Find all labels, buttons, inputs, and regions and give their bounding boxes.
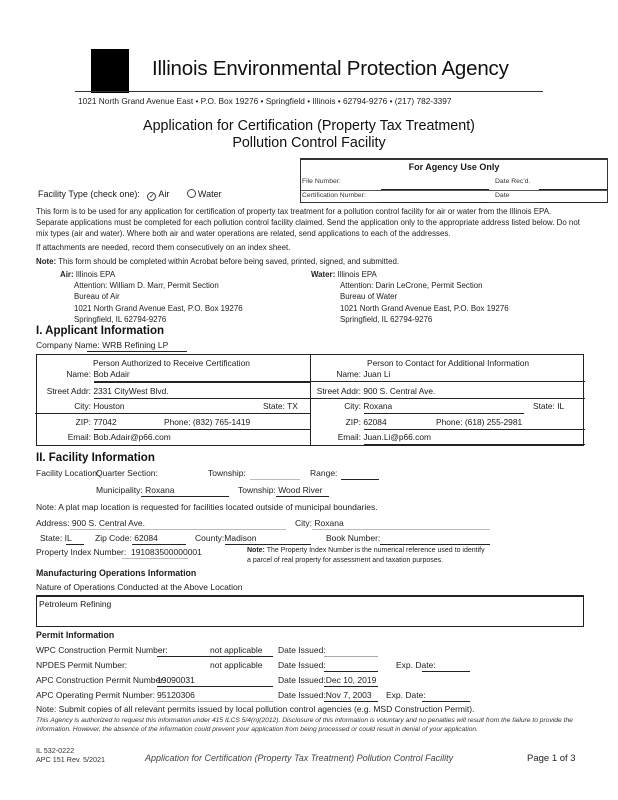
agency-logo <box>91 49 129 93</box>
contact-name-field[interactable]: Juan Li <box>363 369 391 379</box>
radio-unchecked-icon[interactable] <box>187 189 196 198</box>
instructions-paragraph: This form is to be used for any application for certification of property tax treatment for a pollution control facility for air or water from the Illinois EPA. Separate applications must be completed for each pollution control facility claimed. Send the application only to the appropriate address listed below. Do not mix types (air and water). Where both air and water operations are related, send applications to each of the addresses. <box>36 207 580 238</box>
header-divider <box>75 91 543 92</box>
wpc-permit-label: WPC Construction Permit Number: <box>36 645 168 655</box>
agency-box-divider <box>301 190 607 191</box>
radio-water[interactable]: Water <box>187 189 222 199</box>
facility-county-underline <box>225 544 311 545</box>
contact-heading: Person to Contact for Additional Information <box>367 358 530 368</box>
npdes-permit-field[interactable]: not applicable <box>210 660 263 670</box>
npdes-exp-field[interactable] <box>422 671 470 672</box>
authorized-heading: Person Authorized to Receive Certification <box>93 358 250 368</box>
township2-field[interactable]: Wood River <box>278 485 323 495</box>
file-number-label: File Number: <box>302 178 341 185</box>
wpc-permit-underline <box>157 656 273 657</box>
permit-info-title: Permit Information <box>36 630 115 640</box>
facility-address-field[interactable]: 900 S. Central Ave. <box>71 518 146 528</box>
contact-street-underline <box>311 398 585 399</box>
date-field[interactable] <box>539 202 607 203</box>
auth-street-underline <box>94 398 310 399</box>
wpc-date-field[interactable] <box>324 656 378 657</box>
apc-operating-exp-label: Exp. Date: <box>386 690 426 700</box>
apc-operating-label: APC Operating Permit Number: <box>36 690 156 700</box>
apc-construction-underline <box>157 686 273 687</box>
cert-number-label: Certification Number: <box>302 192 366 199</box>
npdes-date-label: Date Issued: <box>278 660 326 670</box>
facility-zip-field[interactable]: 62084 <box>134 533 158 543</box>
company-name-row: Company Name: WRB Refining LP <box>36 340 169 350</box>
contact-zip-field[interactable]: 62084 <box>363 417 387 427</box>
cert-number-field[interactable] <box>381 202 489 203</box>
disclosure-statement: This Agency is authorized to request this information under 415 ILCS 5/4(n)(2012). Disclosure of this information is voluntary and no penalties will result from the failure to provide the information. However, the absence of the information could prevent your application from being processed or could result in denial of your application. <box>36 717 573 733</box>
plat-map-note: Note: A plat map location is requested for facilities located outside of municipal boundaries. <box>36 502 378 512</box>
attachments-note: If attachments are needed, record them consecutively on an index sheet. <box>36 243 291 252</box>
form-code: IL 532-0222 <box>36 746 75 755</box>
contact-zip-underline <box>364 429 585 430</box>
municipality-underline <box>141 496 229 497</box>
municipality-field[interactable]: Roxana <box>145 485 175 495</box>
pin-field[interactable]: 191083500000001 <box>130 547 202 557</box>
permit-note: Note: Submit copies of all relevant permits issued by local pollution control agencies (e.g. MSD Construction Permit). <box>36 704 475 714</box>
company-name-field[interactable]: WRB Refining LP <box>102 340 169 350</box>
facility-city-field[interactable]: Roxana <box>314 518 344 528</box>
npdes-exp-label: Exp. Date: <box>396 660 436 670</box>
facility-address-underline <box>70 529 286 530</box>
date-recd-label: Date Rec'd. <box>495 178 531 185</box>
manufacturing-title: Manufacturing Operations Information <box>36 568 197 578</box>
apc-operating-underline <box>157 701 273 702</box>
apc-construction-date-underline <box>324 686 378 687</box>
applicant-section-title: I. Applicant Information <box>36 325 164 337</box>
agency-address: 1021 North Grand Avenue East • P.O. Box 19276 • Springfield • Illinois • 62794-9276 • (217) 782-3397 <box>78 96 452 106</box>
contact-street-field[interactable]: 900 S. Central Ave. <box>363 386 436 396</box>
facility-state-field[interactable]: IL <box>64 533 72 543</box>
apc-construction-field[interactable]: 19090031 <box>157 675 195 685</box>
form-revision: APC 151 Rev. 5/2021 <box>36 755 105 764</box>
facility-section-title: II. Facility Information <box>36 452 155 464</box>
document-subtitle: Pollution Control Facility <box>232 135 386 151</box>
page-number: Page 1 of 3 <box>527 753 576 764</box>
contact-city-field[interactable]: Roxana <box>363 401 393 411</box>
contact-person-box: Person to Contact for Additional Information Name: Juan Li Street Addr: 900 S. Central Ave. City: Roxana State: IL ZIP: 62084 Phone: (618) 255-2981 Email: Juan.Li@p66.com <box>310 354 584 446</box>
water-mailing-address: Water: Illinois EPA Attention: Darin LeCrone, Permit Section Bureau of Water 1021 North Grand Avenue East, P.O. Box 19276 Springfield, IL 62794-9276 <box>311 270 509 324</box>
npdes-permit-label: NPDES Permit Number: <box>36 660 128 670</box>
auth-name-underline <box>94 381 310 383</box>
apc-operating-exp-field[interactable] <box>422 701 470 702</box>
quarter-section-label: Quarter Section: <box>96 468 158 478</box>
date-label: Date <box>495 192 510 199</box>
township-field[interactable] <box>250 479 300 480</box>
auth-city-field[interactable]: Houston <box>93 401 125 411</box>
apc-construction-label: APC Construction Permit Number: <box>36 675 166 685</box>
apc-operating-date-field[interactable]: Nov 7, 2003 <box>325 690 372 700</box>
facility-type-group <box>38 189 222 201</box>
company-underline <box>87 351 187 352</box>
nature-of-operations-label: Nature of Operations Conducted at the Above Location <box>36 582 243 592</box>
radio-checked-icon[interactable]: ✓ <box>148 193 155 200</box>
apc-operating-date-underline <box>324 701 378 702</box>
book-number-label: Book Number: <box>326 533 381 543</box>
facility-county-field[interactable]: Madison <box>224 533 257 543</box>
range-field[interactable] <box>341 479 379 480</box>
acrobat-note: Note: This form should be completed within Acrobat before being saved, printed, signed, and submitted. <box>36 257 400 266</box>
contact-state-field[interactable]: IL <box>557 401 565 411</box>
contact-name-underline <box>311 381 585 382</box>
pin-underline <box>122 558 188 559</box>
contact-email-field[interactable]: Juan.Li@p66.com <box>363 432 431 442</box>
auth-street-field[interactable]: 2331 CityWest Blvd. <box>93 386 169 396</box>
apc-operating-field[interactable]: 95120306 <box>157 690 195 700</box>
contact-city-underline <box>364 413 524 414</box>
range-label: Range: <box>310 468 338 478</box>
document-title: Application for Certification (Property Tax Treatment) <box>143 118 475 134</box>
auth-name-field[interactable]: Bob Adair <box>93 369 130 379</box>
facility-location-label: Facility Location: <box>36 468 100 478</box>
facility-city-underline <box>312 529 490 530</box>
nature-of-operations-field[interactable]: Petroleum Refining <box>36 595 584 627</box>
contact-email-underline <box>364 444 585 445</box>
auth-email-field[interactable]: Bob.Adair@p66.com <box>93 432 171 442</box>
authorized-person-box: Person Authorized to Receive Certification Name: Bob Adair Street Addr: 2331 CityWest Blvd. City: Houston State: TX ZIP: 77042 Phone: (832) 765-1419 Email: Bob.Adair@p66.com <box>36 354 310 446</box>
pin-note: Note: The Property Index Number is the numerical reference used to identify a parcel of real property for assessment and taxation purposes. <box>247 547 485 564</box>
apc-construction-date-field[interactable]: Dec 10, 2019 <box>325 675 377 685</box>
auth-zip-underline <box>94 429 310 430</box>
auth-phone-field[interactable]: (832) 765-1419 <box>192 417 251 427</box>
contact-phone-field[interactable]: (618) 255-2981 <box>464 417 523 427</box>
footer-title: Application for Certification (Property Tax Treatment) Pollution Control Facility <box>145 753 454 763</box>
radio-air[interactable]: ✓ Air <box>148 189 170 200</box>
wpc-permit-field[interactable]: not applicable <box>210 645 263 655</box>
wpc-date-label: Date Issued: <box>278 645 326 655</box>
facility-zip-underline <box>132 544 186 545</box>
book-number-field[interactable] <box>380 544 490 545</box>
auth-zip-field[interactable]: 77042 <box>93 417 117 427</box>
agency-name: Illinois Environmental Protection Agency <box>152 57 509 80</box>
facility-state-underline <box>66 544 84 545</box>
township-label: Township: <box>208 468 246 478</box>
npdes-date-field[interactable] <box>324 671 378 672</box>
auth-state-field[interactable]: TX <box>287 401 298 411</box>
agency-use-box <box>300 158 608 203</box>
auth-city-underline <box>35 413 310 414</box>
agency-box-heading: For Agency Use Only <box>408 162 500 172</box>
air-mailing-address: Air: Illinois EPA Attention: William D. Marr, Permit Section Bureau of Air 1021 North Grand Avenue East, P.O. Box 19276 Springfield, IL 62794-9276 <box>60 270 243 324</box>
facility-type-label: Facility Type (check one): <box>38 189 140 199</box>
township2-underline <box>276 496 329 497</box>
